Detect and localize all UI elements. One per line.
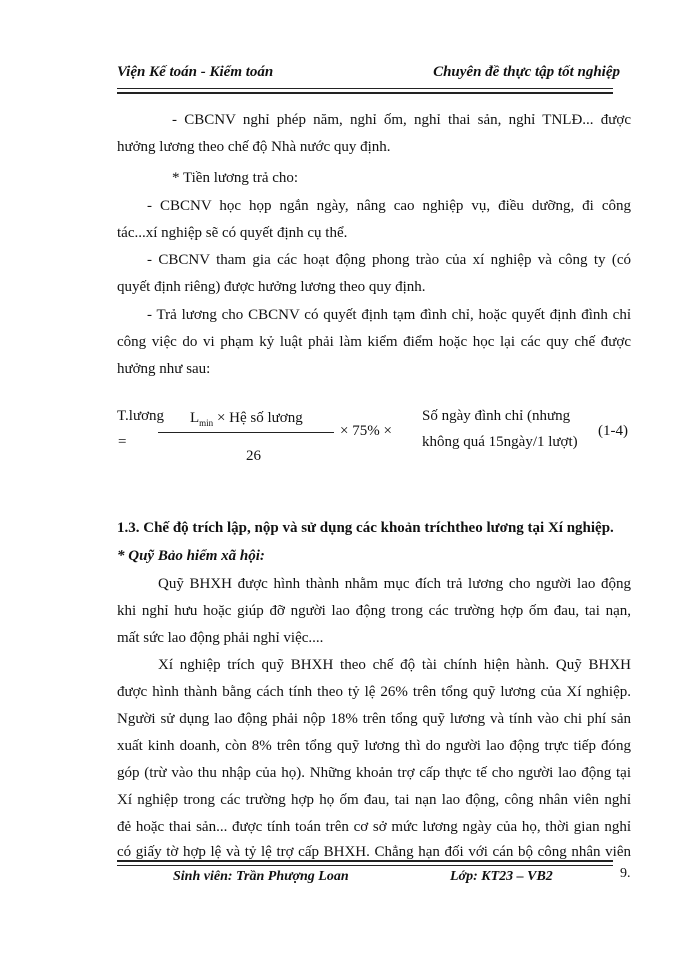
p3-line1: - CBCNV học họp ngắn ngày, nâng cao nghiệp vụ, điều dưỡng, đi công bbox=[147, 198, 631, 214]
footer-student: Sinh viên: Trần Phượng Loan bbox=[173, 869, 349, 884]
p6-line3: mất sức lao động phải nghỉ việc.... bbox=[117, 630, 324, 646]
header-left: Viện Kế toán - Kiểm toán bbox=[117, 64, 274, 80]
footer-rule-thick bbox=[117, 860, 613, 862]
formula-fraction-bar bbox=[158, 432, 334, 433]
p5-line2: công việc do vi phạm kỷ luật phải làm kiểm điểm hoặc học lại các quy chế được bbox=[117, 334, 631, 350]
formula-equals: = bbox=[118, 434, 127, 450]
p1-line1: - CBCNV nghỉ phép năm, nghỉ ốm, nghỉ thai sản, nghỉ TNLĐ... được bbox=[172, 112, 631, 128]
page-number: 9. bbox=[620, 866, 631, 881]
p7-line4: xuất kinh doanh, còn 8% trên tổng quỹ lương thì do người lao động trực tiếp đóng bbox=[117, 738, 631, 754]
formula-numerator: $L_{min}$ × Hệ số lương bbox=[190, 410, 303, 428]
p7-line2: được hình thành bằng cách tính theo tỷ lệ 26% trên tổng quỹ lương của Xí nghiệp. bbox=[117, 684, 631, 700]
p7-line5: góp (trừ vào thu nhập của họ). Những khoản trợ cấp thực tế cho người lao động tại bbox=[117, 765, 631, 781]
p7-line3: Người sử dụng lao động phải nộp 18% trên tổng quỹ lương và tính vào chi phí sản bbox=[117, 711, 631, 727]
formula-right-line1: Số ngày đình chỉ (nhưng bbox=[422, 408, 571, 424]
footer-rule bbox=[117, 865, 613, 866]
p5-line3: hưởng như sau: bbox=[117, 361, 211, 377]
p5-line1: - Trả lương cho CBCNV có quyết định tạm đình chỉ, hoặc quyết định đình chỉ bbox=[147, 307, 631, 323]
formula-number: (1-4) bbox=[598, 423, 628, 439]
formula-multiplier: × 75% × bbox=[340, 423, 392, 439]
formula-lhs: T.lương bbox=[117, 408, 165, 424]
p4-line1: - CBCNV tham gia các hoạt động phong trào của xí nghiệp và công ty (có bbox=[147, 252, 631, 268]
section-subheading: * Quỹ Bảo hiểm xã hội: bbox=[117, 548, 265, 564]
formula-denominator: 26 bbox=[246, 448, 261, 464]
p6-line1: Quỹ BHXH được hình thành nhằm mục đích trả lương cho người lao động bbox=[158, 576, 631, 592]
section-heading: 1.3. Chế độ trích lập, nộp và sử dụng các khoản tríchtheo lương tại Xí nghiệp. bbox=[117, 520, 614, 536]
header-rule bbox=[117, 88, 613, 89]
p7-line8: có giấy tờ hợp lệ và tỷ lệ trợ cấp BHXH. Chẳng hạn đối với cán bộ công nhân viên bbox=[117, 844, 631, 860]
header-rule-thick bbox=[117, 92, 613, 94]
header-right: Chuyên đề thực tập tốt nghiệp bbox=[433, 64, 620, 80]
p1-line2: hưởng lương theo chế độ Nhà nước quy định. bbox=[117, 139, 391, 155]
p7-line6: Xí nghiệp trong các trường hợp họ ốm đau, tai nạn lao động, công nhân viên nghỉ bbox=[117, 792, 631, 808]
formula-right-line2: không quá 15ngày/1 lượt) bbox=[422, 434, 578, 450]
p2: * Tiền lương trả cho: bbox=[172, 170, 299, 186]
p7-line1: Xí nghiệp trích quỹ BHXH theo chế độ tài chính hiện hành. Quỹ BHXH bbox=[158, 657, 631, 673]
p4-line2: quyết định riêng) được hưởng lương theo quy định. bbox=[117, 279, 426, 295]
p7-line7: đẻ hoặc thai sản... được tính toán trên cơ sở mức lương ngày của họ, thời gian nghỉ bbox=[117, 819, 631, 835]
p3-line2: tác...xí nghiệp sẽ có quyết định cụ thể. bbox=[117, 225, 348, 241]
p6-line2: khi nghỉ hưu hoặc giúp đỡ người lao động trong các trường hợp ốm đau, tai nạn, bbox=[117, 603, 631, 619]
footer-class: Lớp: KT23 – VB2 bbox=[450, 869, 553, 884]
